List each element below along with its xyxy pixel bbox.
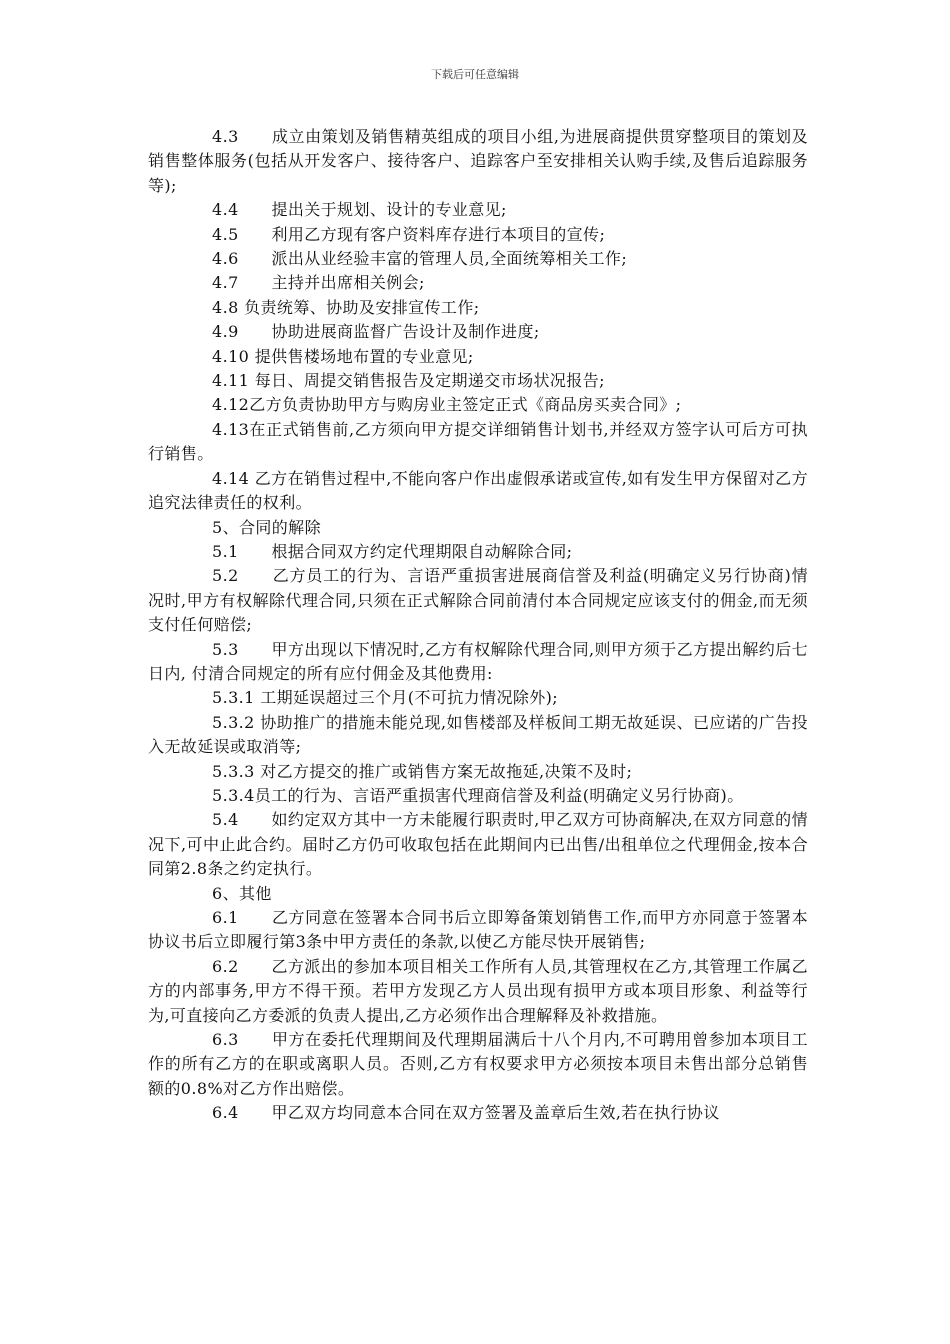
clause-6-2: 6.2 乙方派出的参加本项目相关工作所有人员,其管理权在乙方,其管理工作属乙方的内部事务,甲方不得干预。若甲方发现乙方人员出现有损甲方或本项目形象、利益等行为,可直接向乙方委派的负责人提出,乙方必须作出合理解释及补救措施。 [148, 956, 808, 1025]
clause-4-8: 4.8 负责统筹、协助及安排宣传工作; [212, 297, 480, 317]
clause-5-3: 5.3 甲方出现以下情况时,乙方有权解除代理合同,则甲方须于乙方提出解约后七日内, 付清合同规定的所有应付佣金及其他费用: [148, 639, 808, 683]
clause-4-11: 4.11 每日、周提交销售报告及定期递交市场状况报告; [212, 371, 605, 391]
clause-4-9: 4.9 协助进展商监督广告设计及制作进度; [212, 322, 540, 342]
page-header: 下载后可任意编辑 [431, 68, 519, 81]
clause-4-3: 4.3 成立由策划及销售精英组成的项目小组,为进展商提供贯穿整项目的策划及销售整体服务(包括从开发客户、接待客户、追踪客户至安排相关认购手续,及售后追踪服务等); [148, 127, 808, 195]
clause-5-4: 5.4 如约定双方其中一方未能履行职责时,甲乙双方可协商解决,在双方同意的情况下,可中止此合约。届时乙方仍可收取包括在此期间内已出售/出租单位之代理佣金,按本合同第2.8条之约定执行。 [148, 810, 808, 879]
clause-4-12: 4.12乙方负责协助甲方与购房业主签定正式《商品房买卖合同》; [212, 395, 682, 415]
clause-5-1: 5.1 根据合同双方约定代理期限自动解除合同; [212, 541, 573, 561]
clause-4-6: 4.6 派出从业经验丰富的管理人员,全面统筹相关工作; [212, 249, 628, 269]
clause-5-3-1: 5.3.1 工期延误超过三个月(不可抗力情况除外); [212, 688, 559, 708]
clause-4-7: 4.7 主持并出席相关例会; [212, 273, 425, 293]
clause-5-3-2: 5.3.2 协助推广的措施未能兑现,如售楼部及样板间工期无故延误、已应诺的广告投入无故延误或取消等; [148, 712, 808, 757]
clause-4-13: 4.13在正式销售前,乙方须向甲方提交详细销售计划书,并经双方签字认可后方可执行销售。 [148, 419, 808, 464]
document-body [148, 125, 808, 1126]
clause-5-2: 5.2 乙方员工的行为、言语严重损害进展商信誉及利益(明确定义另行协商)情况时,甲方有权解除代理合同,只须在正式解除合同前清付本合同规定应该支付的佣金,而无须支付任何赔偿; [148, 566, 808, 635]
clause-4-5: 4.5 利用乙方现有客户资料库存进行本项目的宣传; [212, 224, 606, 244]
clause-4-10: 4.10 提供售楼场地布置的专业意见; [212, 346, 474, 366]
section-6-heading: 6、其他 [212, 883, 272, 903]
clause-4-14: 4.14 乙方在销售过程中,不能向客户作出虚假承诺或宣传,如有发生甲方保留对乙方追究法律责任的权利。 [148, 468, 808, 513]
clause-5-3-3: 5.3.3 对乙方提交的推广或销售方案无故拖延,决策不及时; [212, 761, 633, 781]
section-5-heading: 5、合同的解除 [212, 517, 321, 537]
clause-5-3-4: 5.3.4员工的行为、言语严重损害代理商信誉及利益(明确定义另行协商)。 [212, 785, 744, 805]
clause-4-4: 4.4 提出关于规划、设计的专业意见; [212, 200, 507, 220]
clause-6-1: 6.1 乙方同意在签署本合同书后立即筹备策划销售工作,而甲方亦同意于签署本协议书后立即履行第3条中甲方责任的条款,以使乙方能尽快开展销售; [148, 908, 808, 952]
clause-6-3: 6.3 甲方在委托代理期间及代理期届满后十八个月内,不可聘用曾参加本项目工作的所有乙方的在职或离职人员。否则,乙方有权要求甲方必须按本项目未售出部分总销售额的0.8%对乙方作出赔偿。 [148, 1030, 808, 1098]
clause-6-4: 6.4 甲乙双方均同意本合同在双方签署及盖章后生效,若在执行协议 [212, 1103, 720, 1123]
